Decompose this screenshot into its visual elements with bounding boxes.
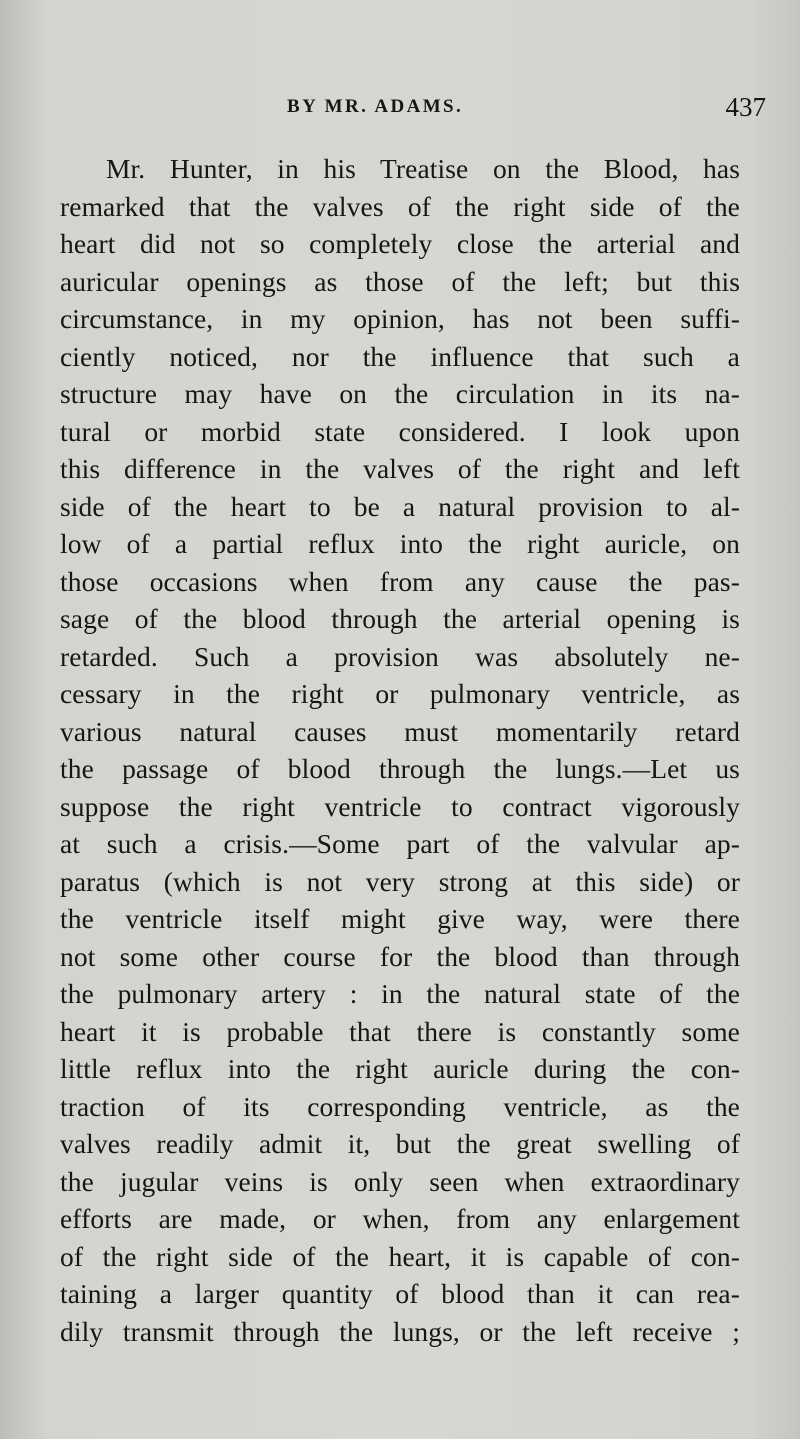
text-line: remarked that the valves of the right side of the: [60, 190, 740, 222]
text-line: cessary in the right or pulmonary ventricle, as: [60, 678, 740, 709]
text-line: low of a partial reflux into the right auricle, on: [60, 528, 740, 559]
text-line: dily transmit through the lungs, or the left receive ;: [60, 1315, 740, 1347]
text-line: various natural causes must momentarily retard: [60, 715, 740, 747]
text-line: at such a crisis.—Some part of the valvular ap-: [60, 828, 740, 859]
running-title: BY MR. ADAMS.: [287, 96, 464, 117]
text-line: the pulmonary artery : in the natural state of the: [60, 978, 740, 1009]
text-line: traction of its corresponding ventricle, as the: [60, 1090, 740, 1122]
text-line: structure may have on the circulation in its na-: [60, 378, 740, 409]
text-line: the jugular veins is only seen when extraordinary: [60, 1165, 740, 1197]
page-number: 437: [725, 92, 766, 122]
text-line: efforts are made, or when, from any enlargement: [60, 1203, 740, 1234]
text-line: retarded. Such a provision was absolutely ne-: [60, 640, 740, 672]
text-line: ciently noticed, nor the influence that such a: [60, 340, 740, 372]
text-line: Mr. Hunter, in his Treatise on the Blood, has: [106, 153, 740, 184]
text-line: this difference in the valves of the right and left: [60, 453, 740, 484]
text-line: valves readily admit it, but the great swelling of: [60, 1128, 740, 1159]
text-line: the ventricle itself might give way, were there: [60, 903, 740, 934]
text-line: sage of the blood through the arterial opening is: [60, 603, 740, 634]
text-line: circumstance, in my opinion, has not been suffi-: [60, 303, 740, 334]
text-line: little reflux into the right auricle during the con-: [60, 1053, 740, 1084]
text-line: taining a larger quantity of blood than it can rea-: [60, 1278, 740, 1309]
running-head: [0, 92, 800, 128]
body-paragraph: [60, 150, 740, 1350]
text-line: suppose the right ventricle to contract vigorously: [60, 790, 740, 822]
text-line: the passage of blood through the lungs.—Let us: [60, 753, 740, 784]
text-line: not some other course for the blood than through: [60, 940, 740, 972]
text-line: those occasions when from any cause the pas-: [60, 565, 740, 597]
text-line: auricular openings as those of the left; but this: [60, 265, 740, 297]
text-line: side of the heart to be a natural provision to al-: [60, 490, 740, 522]
text-line: heart it is probable that there is constantly some: [60, 1015, 740, 1047]
text-line: tural or morbid state considered. I look upon: [60, 415, 740, 447]
text-line: of the right side of the heart, it is capable of con-: [60, 1240, 740, 1272]
text-line: paratus (which is not very strong at this side) or: [60, 865, 740, 897]
text-line: heart did not so completely close the arterial and: [60, 228, 740, 259]
